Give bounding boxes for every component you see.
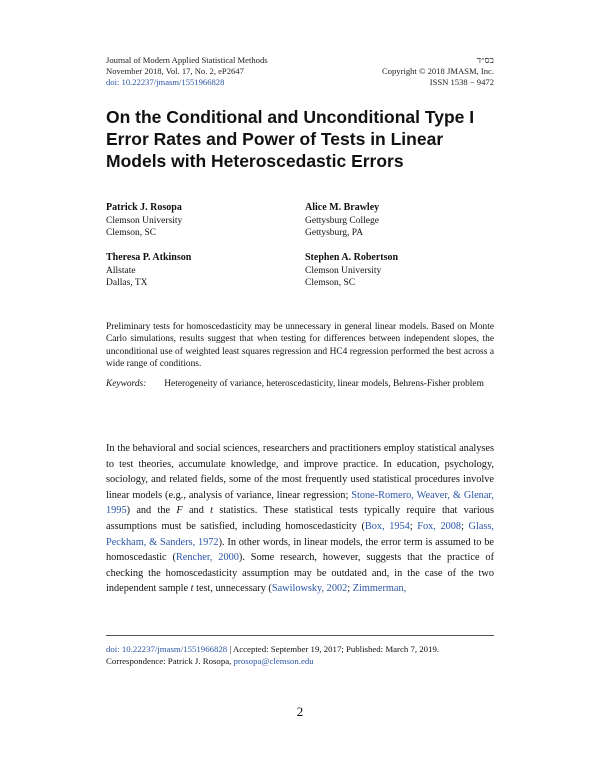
author-block [305,252,398,290]
page-number: 2 [296,704,304,719]
body-text: statistics. These statistical tests typically require that various assumptions must be satisfied, including homoscedasticity ( [106,505,494,532]
stat-symbol: t [190,583,194,595]
footnote-divider [106,635,494,636]
author-location: Clemson, SC [305,278,356,288]
keywords-label: Keywords: [106,379,147,389]
author-name: Theresa P. Atkinson [106,252,192,263]
body-text: ; [461,520,469,532]
body-text: ). In other words, in linear models, the error term is assumed to be homoscedastic ( [106,536,494,564]
citation-link[interactable]: Fox, 2008 [417,520,462,532]
author-affiliation: Allstate [106,265,136,276]
article-title: On the Conditional and Unconditional Type I Error Rates and Power of Tests in Linear Models with Heteroscedastic Errors [106,107,475,171]
body-text: and [182,505,211,517]
citation-link[interactable]: Zimmerman, [352,583,407,595]
body-text: ; [409,520,418,532]
citation-link[interactable]: Glass, Peckham, & Sanders, 1972 [106,520,494,548]
author-name: Alice M. Brawley [305,202,380,213]
header-right [382,55,494,88]
footnote-dates: | Accepted: September 19, 2017; Published: March 7, 2019. [227,644,440,654]
keywords-text: Heterogeneity of variance, heteroscedasticity, linear models, Behrens-Fisher problem [164,379,484,389]
author-affiliation: Clemson University [106,215,183,226]
correspondence-label: Correspondence: Patrick J. Rosopa, [106,655,234,666]
hebrew-mark: בס״ד [476,55,494,65]
keywords [106,378,494,390]
author-location: Gettysburg, PA [305,228,364,238]
author-block [106,252,191,290]
issn: ISSN 1538 − 9472 [429,77,494,87]
body-text: ) and the [126,505,177,517]
author-location: Clemson, SC [106,228,157,238]
stat-symbol: F [176,505,183,517]
citation-link[interactable]: Sawilowsky, 2002 [271,583,348,595]
email-link[interactable]: prosopa@clemson.edu [233,655,314,666]
author-location: Dallas, TX [106,278,148,288]
header-doi-link[interactable]: doi: 10.22237/jmasm/1551966828 [106,77,225,87]
issue-info: November 2018, Vol. 17, No. 2, eP2647 [106,66,244,76]
author-affiliation: Clemson University [305,265,382,276]
stat-symbol: t [210,505,214,517]
abstract: Preliminary tests for homoscedasticity may be unnecessary in general linear models. Based on Monte Carlo simulations, results suggest that when testing for differences between independent slopes, the unconditional use of weighted least squares regression and HC4 regression performed the best across a wide range of conditions. [106,322,494,369]
footnote-doi-link[interactable]: doi: 10.22237/jmasm/1551966828 [106,644,228,654]
body-text: ; [347,583,353,595]
copyright: Copyright © 2018 JMASM, Inc. [381,66,494,76]
journal-name: Journal of Modern Applied Statistical Methods [106,55,268,65]
body-paragraph [106,441,494,597]
body-text: ). Some research, however, suggests that the practice of checking the homoscedasticity assumption may be outdated and, in the case of the two independent sample [106,552,494,595]
author-name: Stephen A. Robertson [305,252,399,263]
author-name: Patrick J. Rosopa [106,202,182,213]
header-left [106,55,268,88]
author-block [305,202,379,240]
citation-link[interactable]: Stone-Romero, Weaver, & Glenar, 1995 [106,489,494,517]
body-text: test, unnecessary ( [193,583,272,595]
footnote [106,644,506,667]
author-affiliation: Gettysburg College [305,215,379,226]
body-text: In the behavioral and social sciences, researchers and practitioners employ statistical analyses to test theories, accumulate knowledge, and improve practice. In education, psychology, sociology, and related fields, some of the most frequently used statistical procedures involve linear models (e.g., analysis of variance, linear regression; [106,443,494,501]
author-block [106,202,182,240]
citation-link[interactable]: Box, 1954 [364,520,410,532]
citation-link[interactable]: Rencher, 2000 [175,552,239,564]
